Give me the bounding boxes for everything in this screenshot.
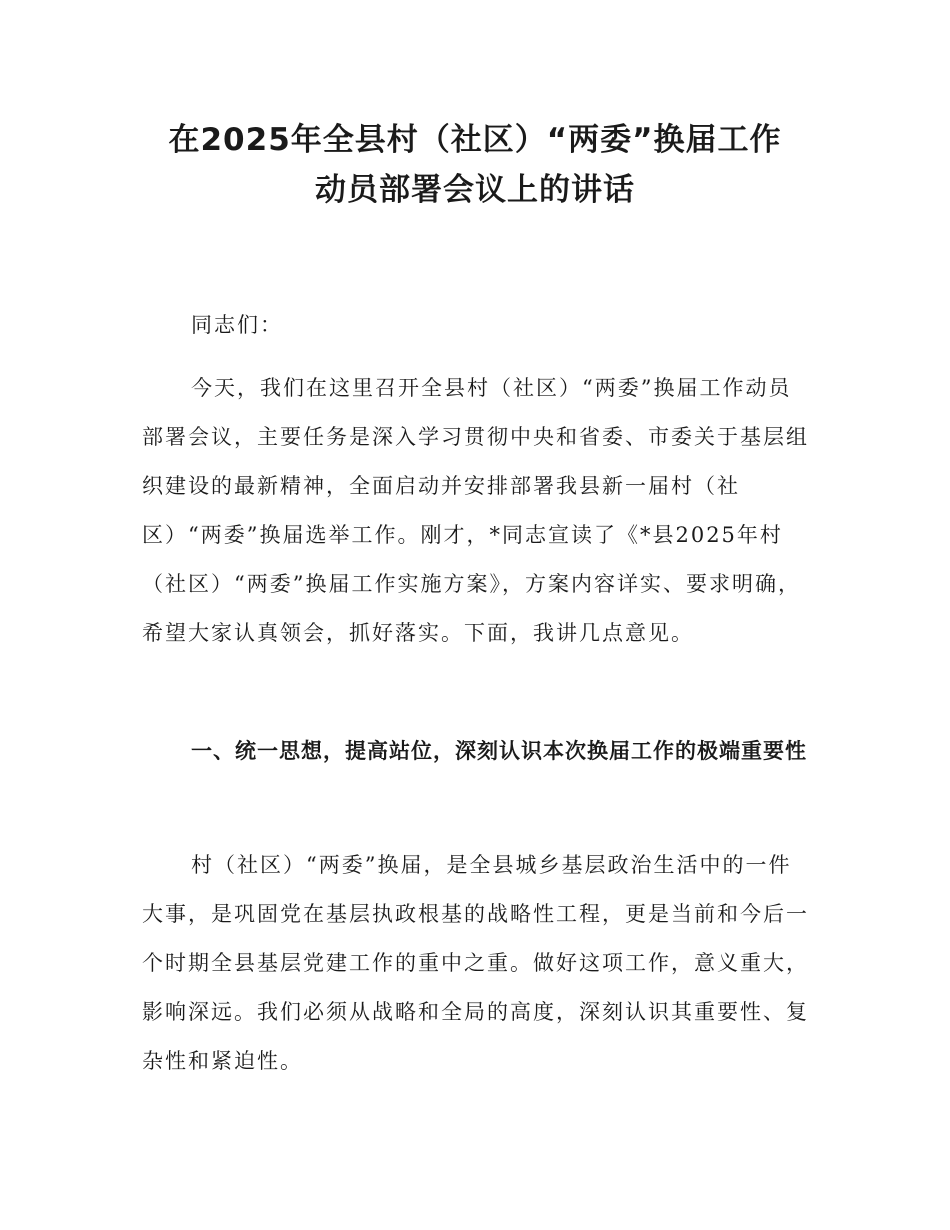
- document-title-line-1: 在2025年全县村（社区）“两委”换届工作: [168, 122, 782, 158]
- greeting-paragraph: 同志们：: [191, 313, 283, 337]
- document-title-line-2: 动员部署会议上的讲话: [315, 172, 635, 208]
- section-1-body-paragraph: 村（社区）“两委”换届，是全县城乡基层政治生活中的一件大事，是巩固党在基层执政根基的战略性工程，更是当前和今后一个时期全县基层党建工作的重中之重。做好这项工作，意义重大，影响深远。我们必须从战略和全局的高度，深刻认识其重要性、复杂性和紧迫性。: [142, 853, 809, 1073]
- section-1-heading: 一、统一思想，提高站位，深刻认识本次换届工作的极端重要性: [191, 739, 807, 763]
- intro-paragraph: 今天，我们在这里召开全县村（社区）“两委”换届工作动员部署会议，主要任务是深入学习贯彻中央和省委、市委关于基层组织建设的最新精神，全面启动并安排部署我县新一届村（社区）“两委”换届选举工作。刚才，*同志宣读了《*县2025年村（社区）“两委”换届工作实施方案》，方案内容详实、要求明确，希望大家认真领会，抓好落实。下面，我讲几点意见。: [142, 376, 809, 645]
